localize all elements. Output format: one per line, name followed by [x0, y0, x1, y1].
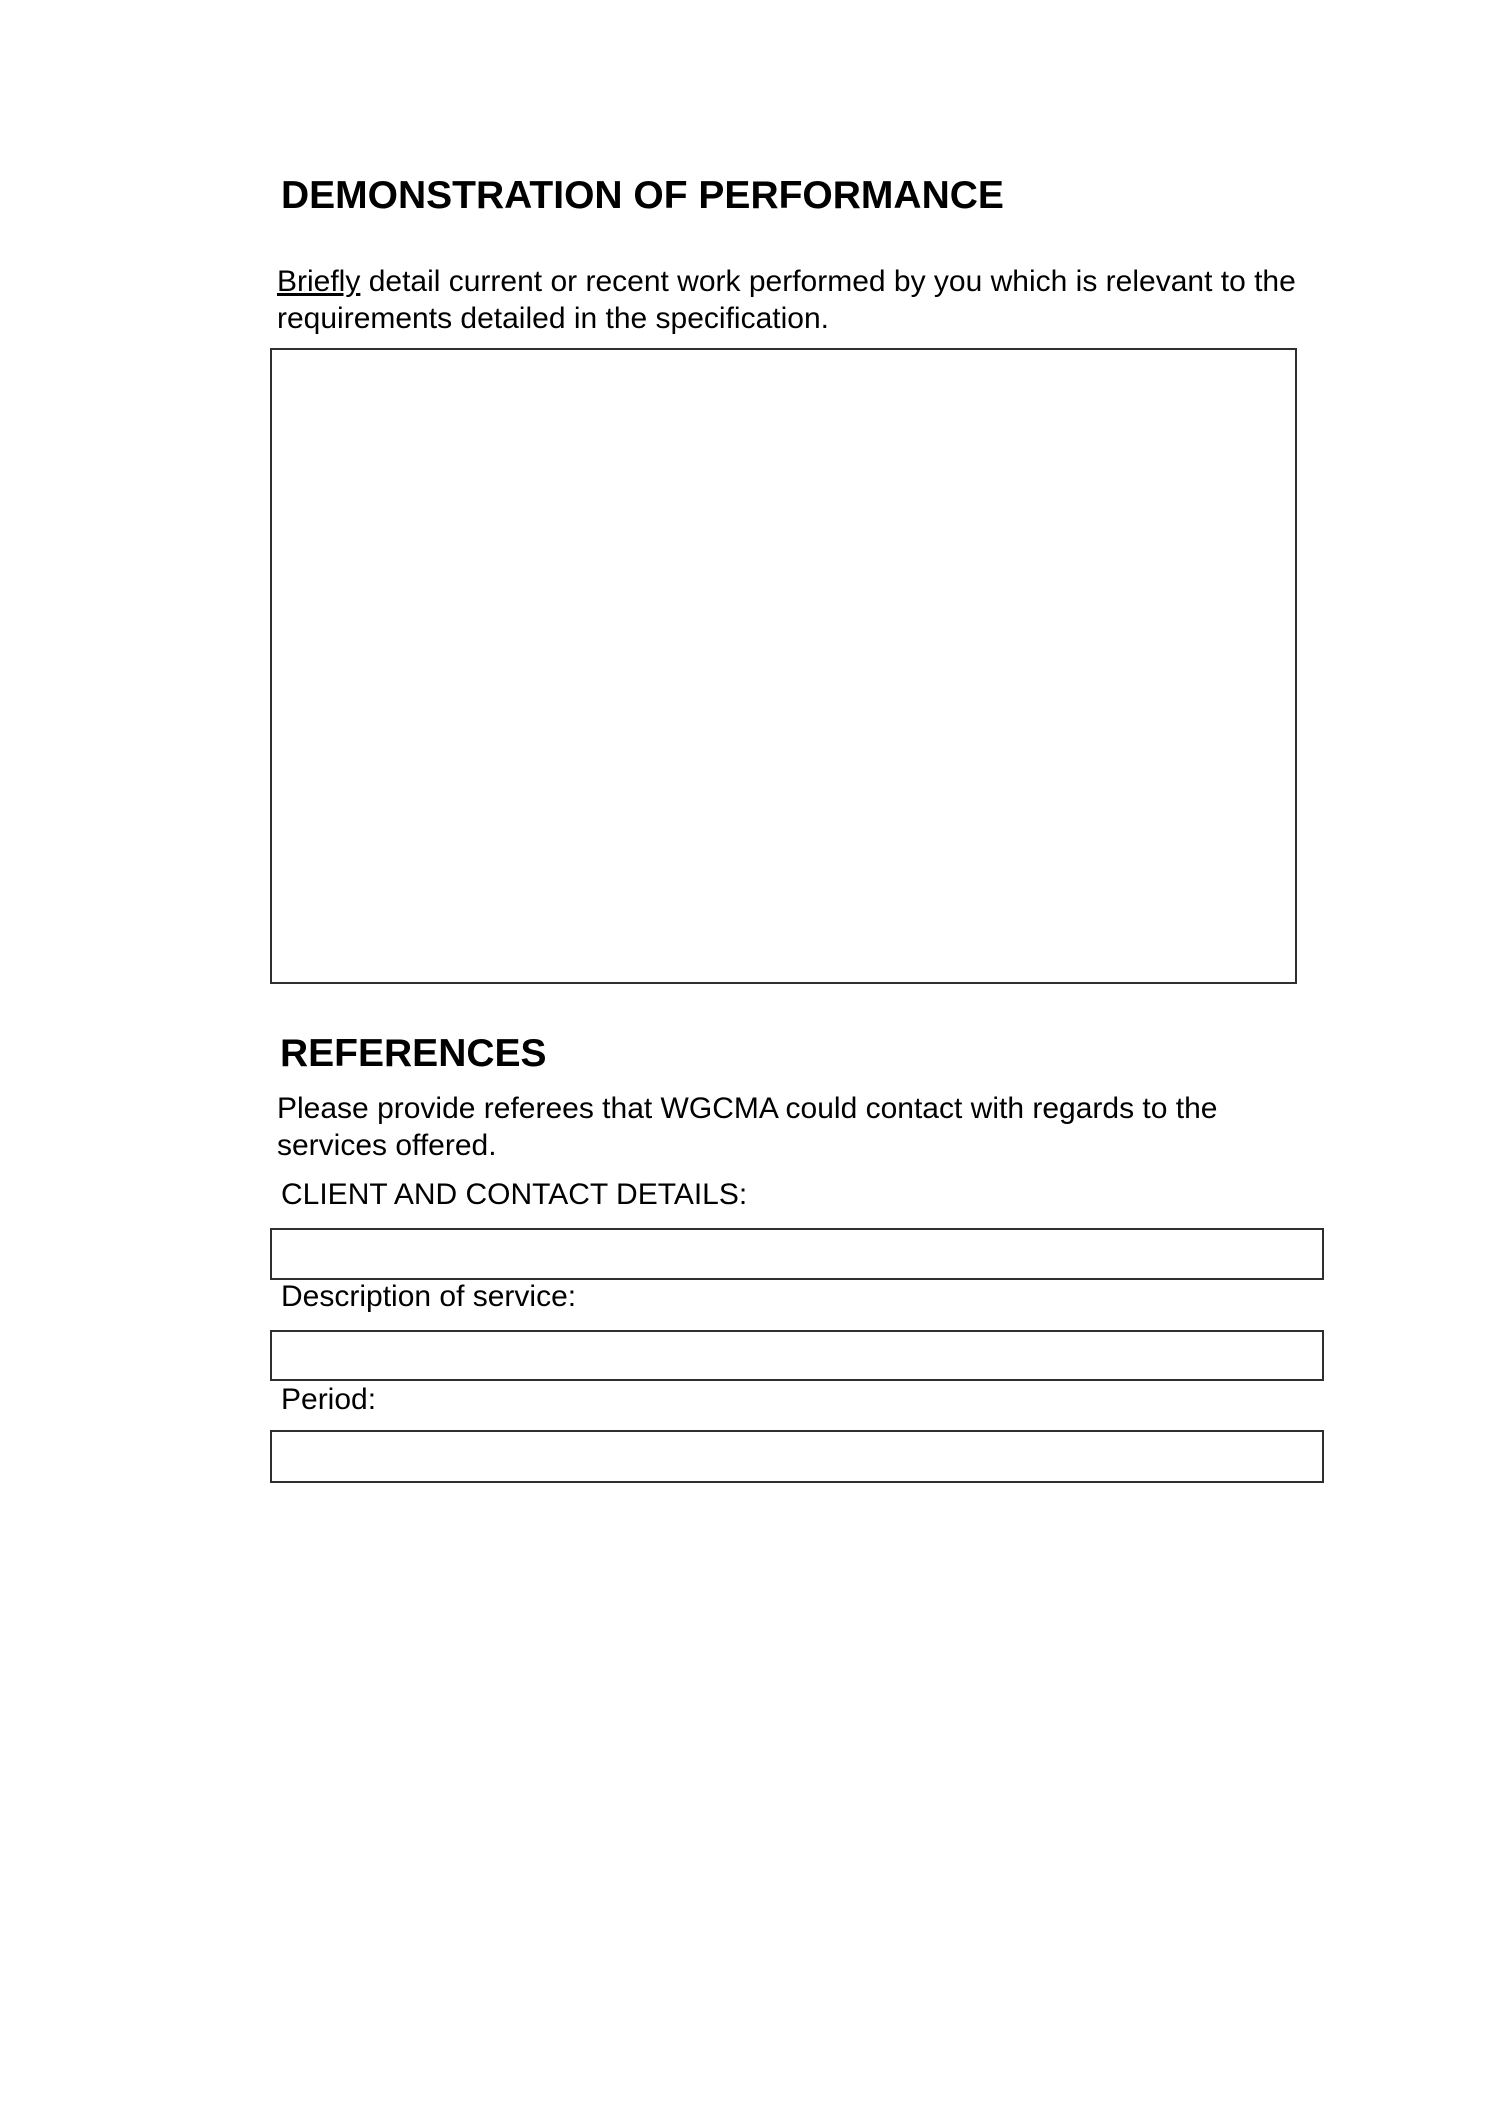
performance-heading: DEMONSTRATION OF PERFORMANCE: [281, 174, 1004, 217]
period-field[interactable]: [270, 1430, 1324, 1483]
client-contact-details-label: CLIENT AND CONTACT DETAILS:: [281, 1178, 748, 1211]
description-of-service-label: Description of service:: [281, 1280, 577, 1313]
client-contact-details-field[interactable]: [270, 1228, 1324, 1280]
description-of-service-field[interactable]: [270, 1330, 1324, 1381]
performance-intro-paragraph: [277, 263, 1317, 337]
references-intro-paragraph: Please provide referees that WGCMA could contact with regards to the services offered.: [277, 1092, 1218, 1162]
references-heading: REFERENCES: [280, 1032, 547, 1075]
performance-intro-text: detail current or recent work performed by you which is relevant to the requirements detailed in the specification.: [277, 265, 1296, 335]
period-label: Period:: [281, 1383, 377, 1416]
performance-details-field[interactable]: [270, 348, 1297, 984]
briefly-underlined-word: Briefly: [277, 265, 361, 298]
